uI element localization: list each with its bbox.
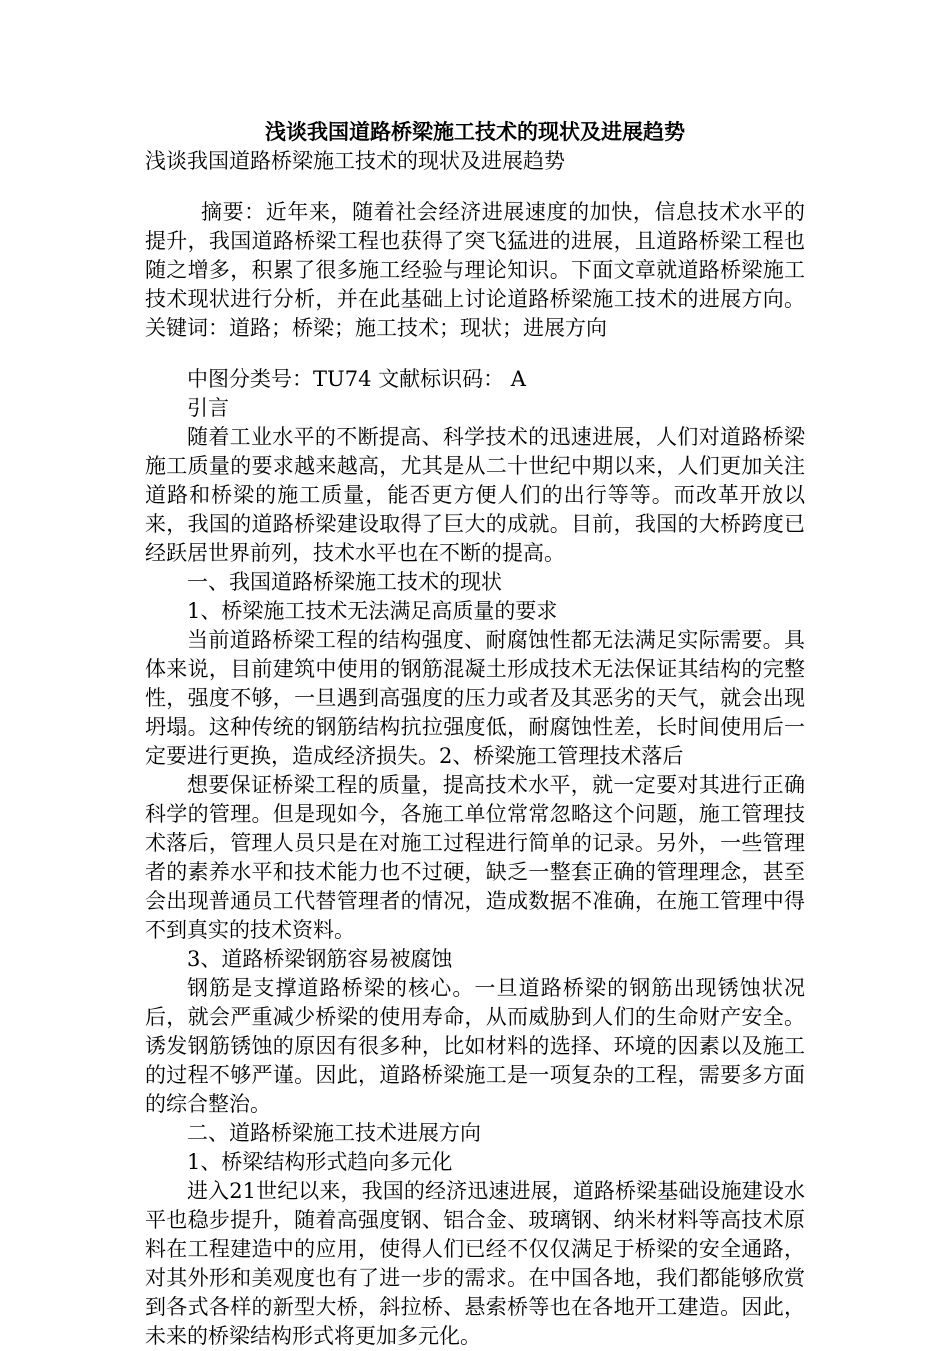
section1-item3-paragraph: 钢筋是支撑道路桥梁的核心。一旦道路桥梁的钢筋出现锈蚀状况后，就会严重减少桥梁的使用寿命，从而威胁到人们的生命财产安全。诱发钢筋锈蚀的原因有很多种，比如材料的选择、环境的因素以及施工的过程不够严谨。因此，道路桥梁施工是一项复杂的工程，需要多方面的综合整治。 bbox=[145, 976, 805, 1116]
section2-item1-paragraph: 进入21世纪以来，我国的经济迅速进展，道路桥梁基础设施建设水平也稳步提升，随着高强度钢、铝合金、玻璃钢、纳米材料等高技术原料在工程建造中的应用，使得人们已经不仅仅满足于桥梁的安全通路，对其外形和美观度也有了进一步的需求。在中国各地，我们都能够欣赏到各式各样的新型大桥，斜拉桥、悬索桥等也在各地开工建造。因此，未来的桥梁结构形式将更加多元化。 bbox=[145, 1179, 805, 1348]
section1-item1-heading: 1、桥梁施工技术无法满足高质量的要求 bbox=[187, 599, 558, 623]
classification-line: 中图分类号：TU74 文献标识码： A bbox=[187, 367, 526, 391]
section2-item1-heading: 1、桥梁结构形式趋向多元化 bbox=[187, 1150, 453, 1174]
section2-heading: 二、道路桥梁施工技术进展方向 bbox=[187, 1121, 481, 1145]
document-title: 浅谈我国道路桥梁施工技术的现状及进展趋势 bbox=[265, 120, 685, 144]
section1-item1-paragraph: 当前道路桥梁工程的结构强度、耐腐蚀性都无法满足实际需要。具体来说，目前建筑中使用的钢筋混凝土形成技术无法保证其结构的完整性，强度不够，一旦遇到高强度的压力或者及其恶劣的天气，就会出现坍塌。这种传统的钢筋结构抗拉强度低，耐腐蚀性差，长时间使用后一定要进行更换，造成经济损失。2、桥梁施工管理技术落后 bbox=[145, 628, 805, 768]
section1-item2-paragraph: 想要保证桥梁工程的质量，提高技术水平，就一定要对其进行正确科学的管理。但是现如今，各施工单位常常忽略这个问题，施工管理技术落后，管理人员只是在对施工过程进行简单的记录。另外，一些管理者的素养水平和技术能力也不过硬，缺乏一整套正确的管理理念，甚至会出现普通员工代替管理者的情况，造成数据不准确，在施工管理中得不到真实的技术资料。 bbox=[145, 773, 805, 942]
abstract-paragraph: 摘要：近年来，随着社会经济进展速度的加快，信息技术水平的提升，我国道路桥梁工程也获得了突飞猛进的进展，且道路桥梁工程也随之增多，积累了很多施工经验与理论知识。下面文章就道路桥梁施工技术现状进行分析，并在此基础上讨论道路桥梁施工技术的进展方向。关键词：道路；桥梁；施工技术；现状；进展方向 bbox=[145, 200, 805, 340]
document-page bbox=[145, 118, 805, 1351]
intro-heading: 引言 bbox=[187, 396, 229, 420]
section1-heading: 一、我国道路桥梁施工技术的现状 bbox=[187, 570, 502, 594]
section1-item3-heading: 3、道路桥梁钢筋容易被腐蚀 bbox=[187, 947, 453, 971]
document-subtitle: 浅谈我国道路桥梁施工技术的现状及进展趋势 bbox=[145, 149, 565, 173]
intro-paragraph: 随着工业水平的不断提高、科学技术的迅速进展，人们对道路桥梁施工质量的要求越来越高，尤其是从二十世纪中期以来，人们更加关注道路和桥梁的施工质量，能否更方便人们的出行等等。而改革开放以来，我国的道路桥梁建设取得了巨大的成就。目前，我国的大桥跨度已经跃居世界前列，技术水平也在不断的提高。 bbox=[145, 425, 805, 565]
